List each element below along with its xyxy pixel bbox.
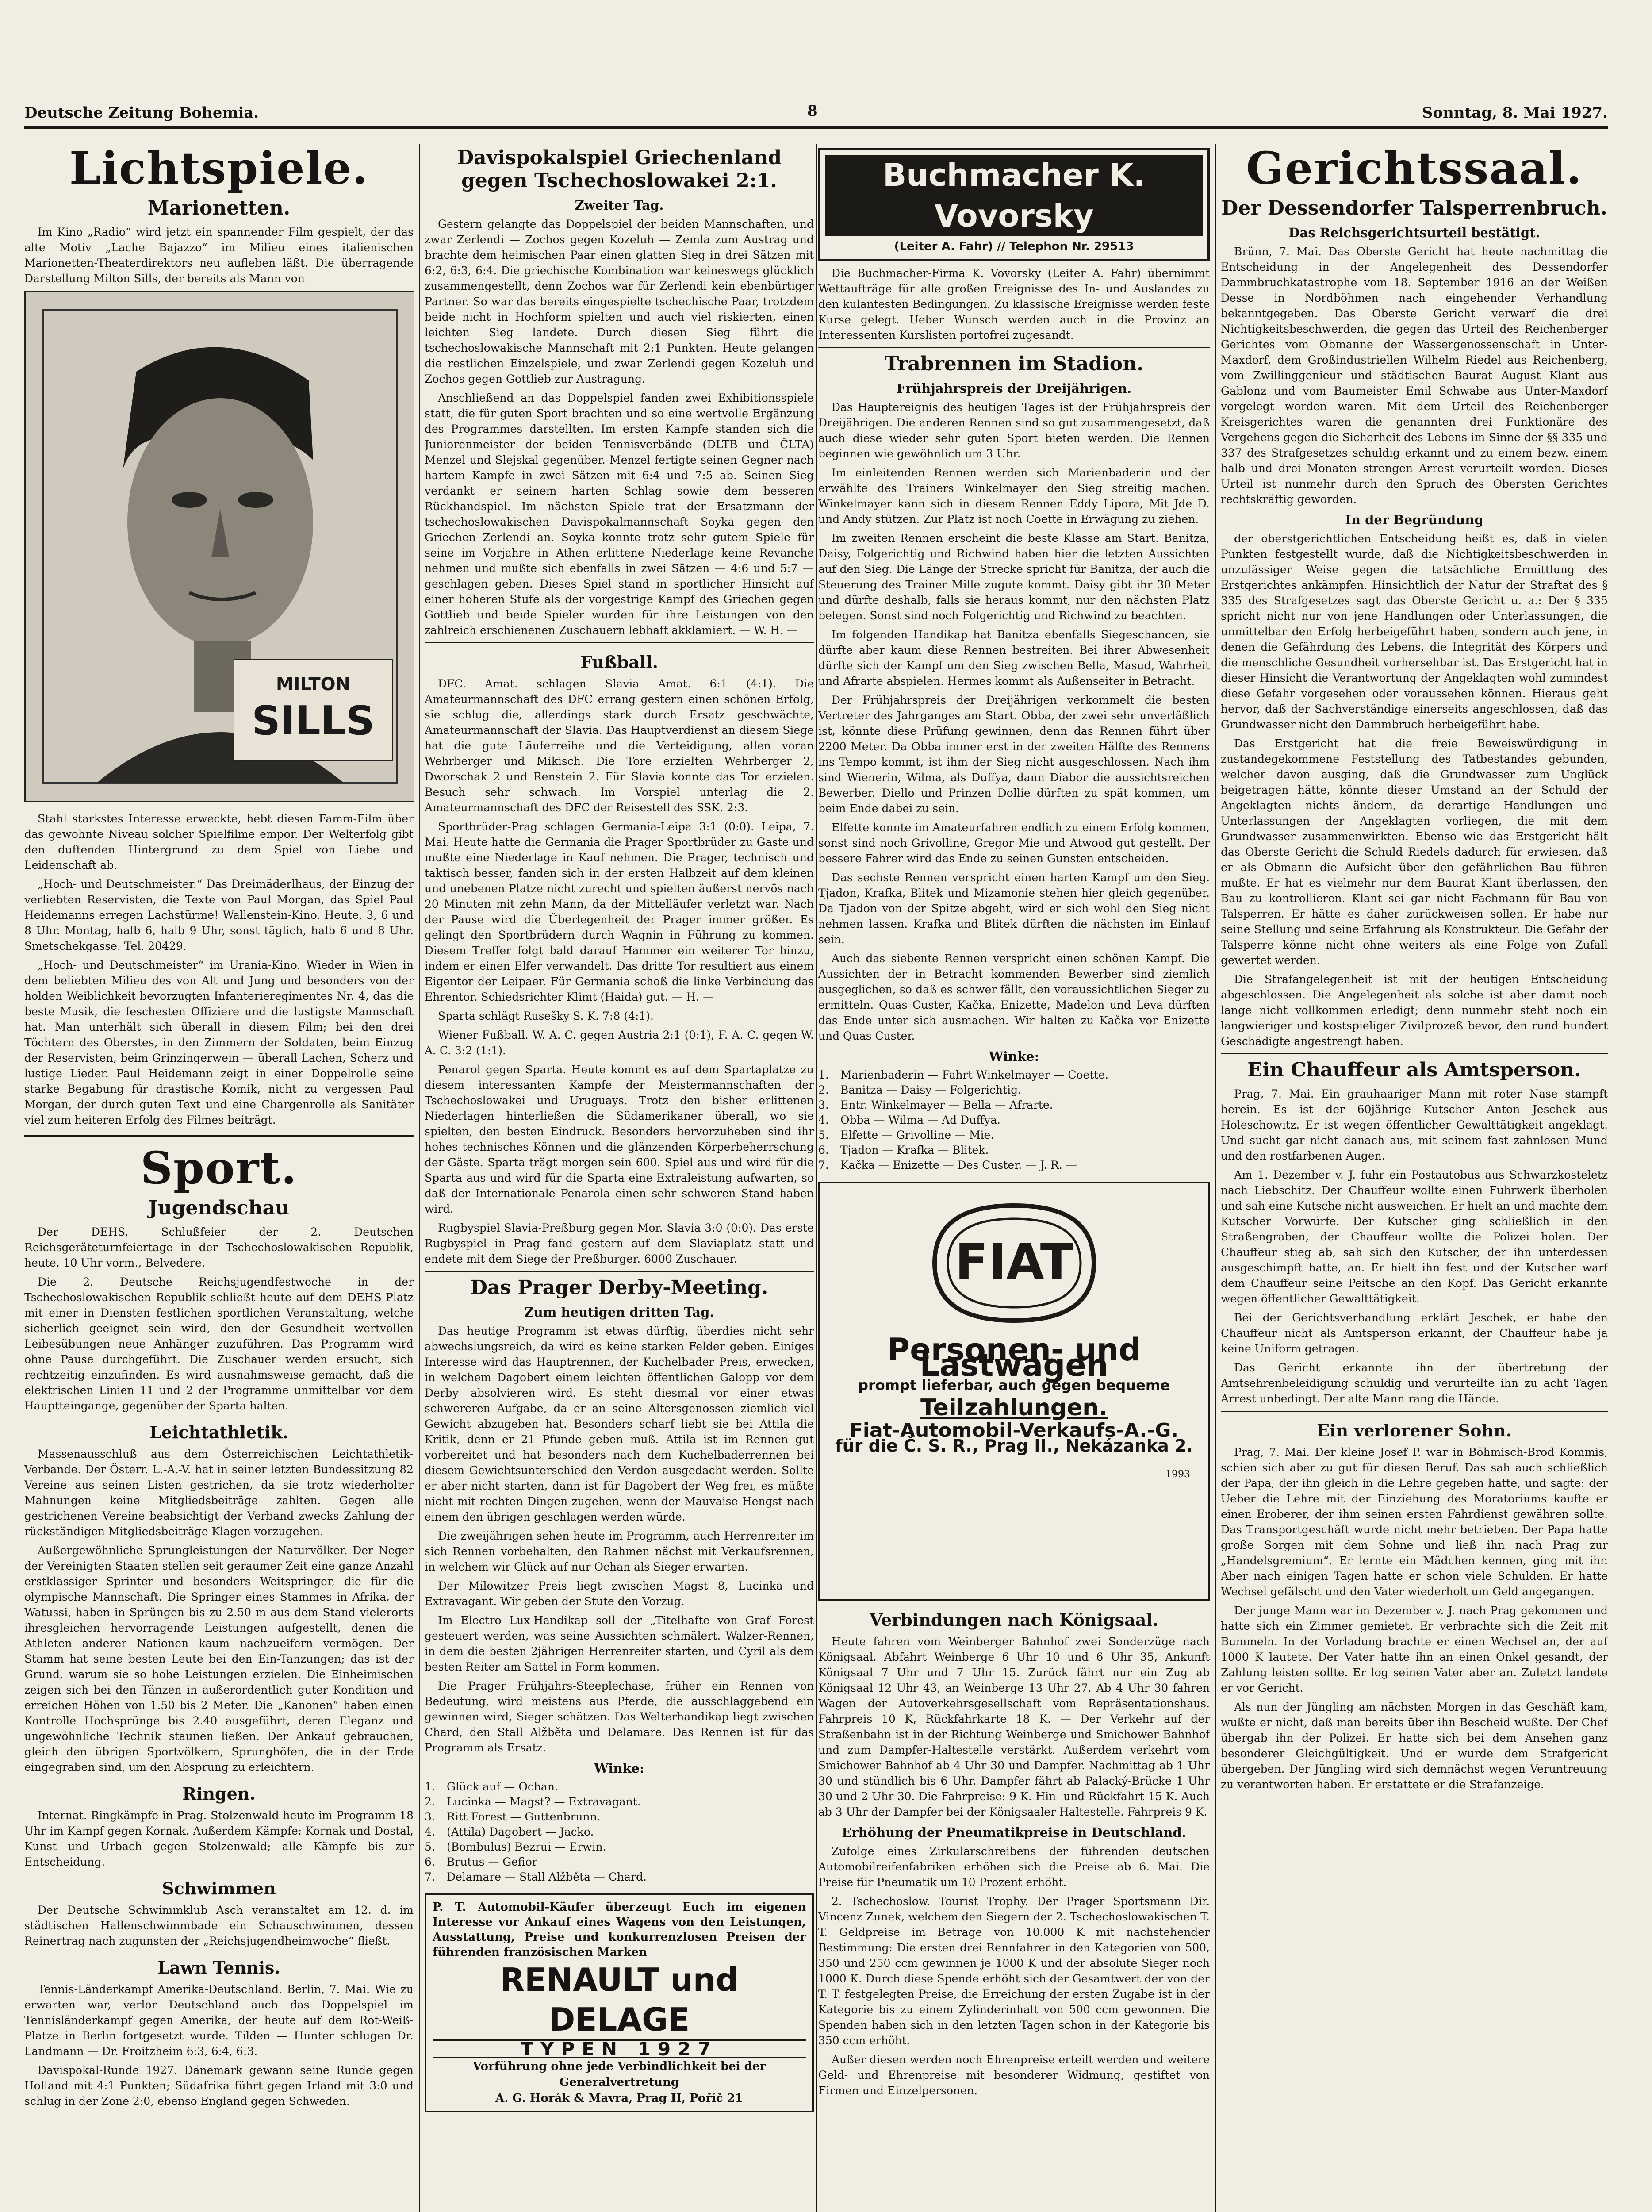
article-text: Das Erstgericht hat die freie Beweiswürdigung in zustandegekommene Feststellung des Tatbestandes gebunden, welcher davon ausging, daß die Grundwasser zum Unglück beigetragen hätte, könnte dieser Umstand an der Schuld der Angeklagten nichts ändern, da derartige Handlungen und Unterlassungen der Angeklagten vorliegen, die mit dem Grundwasser zusammenwirkten. Ebenso wie das Erstgericht hält das Oberste Gericht die Schuld Riedels dadurch für erwiesen, daß er als Obmann die Aufsicht über den gefährlichen Bau führen mußte. Er hat es vielmehr nur dem Baurat Klant überlassen, den Bau zu kontrollieren. Klant sei gar nicht Fachmann für Bau von Talsperren. Er hätte es daher zurückweisen sollen. Er habe nur seine Stellung und seine Erfahrung als Konstrukteur. Die Gefahr der Talsperre könne nicht ohne weiters als eine Folge von Zufall gewertet werden. — [1221, 737, 1608, 967]
article-text: Der Milowitzer Preis liegt zwischen Magst 8, Lucinka und Extravagant. Wir geben der Stute den Vorzug. — [425, 1579, 814, 1608]
ad-intro-text: P. T. Automobil-Käufer überzeugt Euch im eigenen Interesse vor Ankauf eines Wagens von den Leistungen, Ausstattung, Preise und konkurrenzlosen Preisen der führenden französischen Marken — [433, 1901, 806, 1959]
article-text: Als nun der Jüngling am nächsten Morgen in das Geschäft kam, wußte er nicht, daß man bereits über ihn Bescheid wußte. Der Chef übergab ihn der Polizei. Er hatte sich bei dem Ansehen ganz besonderer Gleichgültigkeit. Und er wurde dem Strafgericht übergeben. Der Jüngling wird sich demnächst wegen Veruntreuung zu verantworten haben. Er erstattete er die Strafanzeige. — [1221, 1701, 1608, 1791]
ad-address: A. G. Horák & Mavra, Prag II, Poříč 21 — [495, 2092, 743, 2105]
section-title-sport: Sport. — [140, 1142, 298, 1194]
column-2 — [425, 144, 814, 2212]
article-title-pneumatik: Erhöhung der Pneumatikpreise in Deutschland. — [842, 1825, 1186, 1840]
article-text: Tennis-Länderkampf Amerika-Deutschland. Berlin, 7. Mai. Wie zu erwarten war, verlor Deutschland auch das Doppelspiel im Tennisländerkampf gegen Amerika, der heute auf dem Rot-Weiß-Platze in Berlin fortgesetzt wurde. Tilden — Hunter schlugen Dr. Landmann — Dr. Froitzheim 6:3, 6:4, 6:3. — [24, 1983, 414, 2058]
newspaper-name: Deutsche Zeitung Bohemia. — [24, 104, 259, 122]
ad-headline: RENAULT und DELAGE — [500, 1961, 739, 2038]
tips-list — [425, 1779, 814, 1885]
article-title-sohn: Ein verlorener Sohn. — [1317, 1421, 1512, 1440]
section-divider — [24, 1135, 414, 1137]
ad-company: Fiat-Automobil-Verkaufs-A.-G. — [849, 1419, 1179, 1442]
subsection-tennis: Lawn Tennis. — [157, 1958, 280, 1978]
section-divider — [1221, 1411, 1608, 1412]
article-text: Zufolge eines Zirkularschreibens der führenden deutschen Automobilreifenfabriken erhöhen sich die Preise ab 6. Mai. Die Preise für Pneumatik um 10 Prozent erhöht. — [818, 1845, 1210, 1889]
article-text: Die Prager Frühjahrs-Steeplechase, früher ein Rennen von Bedeutung, wird meistens aus Pferde, die ausschlaggebend ein gewinnen wird, Sieger schätzen. Das Welterhandikap liegt zwischen Chard, den Stall Alžběta und Delamare. Das Rennen ist für das Programm als Ersatz. — [425, 1679, 814, 1754]
svg-text:SILLS: SILLS — [252, 698, 375, 744]
article-text: Sparta schlägt Rusešky S. K. 7:8 (4:1). — [438, 1010, 654, 1022]
article-text: Elfette konnte im Amateurfahren endlich zu einem Erfolg kommen, sonst sind noch Grivolline, Gregor Mie und Atwood gut gestellt. Der bessere Fahrer wird das Ende zu seinen Gunsten entscheiden. — [818, 821, 1210, 865]
article-text: „Hoch- und Deutschmeister.“ Das Dreimäderlhaus, der Einzug der verliebten Reservisten, die Texte von Paul Morgan, das Spiel Paul Heidemanns erregen Lachstürme! Wallenstein-Kino. Heute, 3, 6 und 8 Uhr. Montag, halb 6, halb 9 Uhr, sonst täglich, halb 6 und 8 Uhr. Smetschekgasse. Tel. 20429. — [24, 878, 414, 952]
signature-graphic — [234, 659, 393, 761]
subsection-jugendschau: Jugendschau — [148, 1197, 290, 1219]
ad-model-year: TYPEN 1927 — [433, 2039, 806, 2058]
column-rule — [419, 144, 420, 2212]
svg-text:FIAT: FIAT — [954, 1233, 1073, 1290]
article-text: Der DEHS, Schlußfeier der 2. Deutschen Reichsgeräteturnfeiertage in der Tschechoslowakischen Republik, heute, 10 Uhr vorm., Belvedere. — [24, 1225, 414, 1269]
subsection-fussball: Fußball. — [580, 652, 659, 672]
article-text: Auch das siebente Rennen verspricht einen schönen Kampf. Die Aussichten der in Betracht kommenden Bewerber sind ziemlich ausgeglichen, so daß es schwer fällt, den voraussichtlichen Sieger zu ermitteln. Quas Custer, Kačka, Enizette, Madelon und Leva dürften das Ende unter sich ausmachen. Wir halten zu Kačka vor Enizette und Quas Custer. — [818, 952, 1210, 1042]
article-text: Im folgenden Handikap hat Banitza ebenfalls Siegeschancen, sie dürfte aber kaum diese Rennen bestreiten. Bei ihrer Abwesenheit dürfte sich der Kampf um den Sieg zwischen Bella, Masud, Wahrheit und Afrarte abspielen. Hermes kommt als Außenseiter in Betracht. — [818, 628, 1210, 687]
bookmaker-advertisement — [818, 148, 1210, 261]
article-text: Die zweijährigen sehen heute im Programm, auch Herrenreiter im sich Rennen vorbehalten, den Rahmen nächst mit Verkaufsrennen, in welchem wir Glück auf nur Ochan als Sieger erwarten. — [425, 1529, 814, 1573]
article-subtitle: Zweiter Tag. — [575, 198, 664, 213]
page-header — [24, 100, 1608, 129]
article-title-talsperrenbruch: Der Dessendorfer Talsperrenbruch. — [1221, 197, 1607, 219]
article-title-trabrennen: Trabrennen im Stadion. — [884, 353, 1144, 375]
article-text: Massenausschluß aus dem Österreichischen Leichtathletik-Verbande. Der Österr. L.-A.-V. hat in seiner letzten Bundessitzung 82 Vereine aus seinen Listen gestrichen, da sie trotz wiederholter Mahnungen keine Mitgliedsbeiträge zahlten. Gegen alle gestrichenen Vereine beabsichtigt der Verband zwecks Zahlung der rückständigen Mitgliedsbeiträge Klagen vorzugehen. — [24, 1448, 414, 1538]
section-divider — [425, 642, 814, 643]
newspaper-page — [24, 100, 1608, 2212]
article-text: Die 2. Deutsche Reichsjugendfestwoche in der Tschechoslowakischen Republik schließt heute auf dem DEHS-Platz mit einer in Diensten festlichen sportlichen Veranstaltung, welche sicherlich geeignet sein wird, den der Gesundheit wertvollen Leibesübungen neue Anhänger zuzuführen. Das Programm wird ohne Pause durchgeführt. Die Zuschauer werden ersucht, sich rechtzeitig einzufinden. Es wird ausnahmsweise gemacht, daß die elektrischen Linien 11 und 2 der Programme unmittelbar vor dem Hauptteingange, gegenüber der Sparta halten. — [24, 1275, 414, 1412]
article-text: Anschließend an das Doppelspiel fanden zwei Exhibitionsspiele statt, die für guten Sport brachten und so eine wertvolle Ergänzung des Programmes darstellten. Im ersten Kampfe standen sich die Juniorenmeister der beiden Tennisverbände (DLTB und ČLTA) Menzel und Slejskal gegenüber. Menzel fertigte seinen Gegner nach hartem Kampfe in zwei Sätzen mit 6:4 und 7:5 ab. Seinen Sieg verdankt er seinem harten Schlag sowie dem besseren Rückhandspiel. Im nächsten Spiele trat der Ersatzmann der tschechoslowakischen Davispokalmannschaft Soyka gegen den Griechen Zerlendi an. Soyka konnte trotz sehr gutem Spiele für seine im Vorjahre in Athen erlittene Niederlage keine Revanche nehmen und mußte sich ebenfalls in zwei Sätzen — 4:6 und 5:7 — geschlagen geben. Dieses Spiel stand in sportlicher Hinsicht auf einer höheren Stufe als der vorgestrige Kampf des Griechen gegen Gottlieb und beide Spieler wurden für ihre Leistungen von den zahlreich erschienenen Zuschauern lebhaft akklamiert. — W. H. — — [425, 392, 814, 637]
article-title-chauffeur: Ein Chauffeur als Amtsperson. — [1247, 1059, 1581, 1081]
fiat-logo-icon — [921, 1197, 1107, 1329]
column-3 — [818, 144, 1210, 2212]
article-text: Sportbrüder-Prag schlagen Germania-Leipa 3:1 (0:0). Leipa, 7. Mai. Heute hatte die Germania die Prager Sportbrüder zu Gaste und mußte eine Niederlage in Kauf nehmen. Die Prager, technisch und taktisch besser, fanden sich in der ersten Halbzeit auf dem kleinen und unebenen Platze nicht zurecht und spielten äußerst nervös nach 20 Minuten mit zehn Mann, da der Mittelläufer verletzt war. Nach der Pause wird die Überlegenheit der Prager immer größer. Es gelingt den Sportbrüdern durch Wagnin in Führung zu kommen. Diesem Treffer folgt bald darauf Hammer ein weiterer Tor hinzu, indem er einen Elfer verwandelt. Das dritte Tor resultiert aus einem Eigentor der Leipaer. Für Germania schoß die linke Verbindung das Ehrentor. Schiedsrichter Klimt (Haida) gut. — H. — — [425, 820, 814, 1003]
article-text: Das Hauptereignis des heutigen Tages ist der Frühjahrspreis der Dreijährigen. Die anderen Rennen sind so gut zusammengesetzt, daß auch diese wieder sehr guten Sport bieten werden. Die Rennen beginnen wie gewöhnlich um 3 Uhr. — [818, 401, 1210, 460]
ad-headline: Personen- und Lastwagen — [887, 1332, 1141, 1383]
ad-address: für die Č. S. R., Prag II., Nekázanka 2. — [835, 1436, 1193, 1455]
article-text: Das sechste Rennen verspricht einen harten Kampf um den Sieg. Tjadon, Krafka, Blitek und Mizamonie stehen hier gleich gegenüber. Da Tjadon von der Spitze abgeht, wird er sich wohl den Sieg nicht nehmen lassen. Krafka und Blitek dürften die nächsten im Einlauf sein. — [818, 871, 1210, 946]
article-subtitle: Das Reichsgerichtsurteil bestätigt. — [1288, 225, 1540, 240]
section-title-lichtspiele: Lichtspiele. — [69, 144, 369, 194]
article-text: Im zweiten Rennen erscheint die beste Klasse am Start. Banitza, Daisy, Folgerichtig und Richwind haben hier die letzten Aussichten auf den Sieg. Die Länge der Strecke spricht für Banitza, der auch die Steuerung des Trainer Mille zugute kommt. Daisy gibt ihr 30 Meter und dürfte deshalb, falls sie heraus kommt, nur den nächsten Platz belegen. Sonst sind noch Folgerichtig und Richwind zu beachten. — [818, 532, 1210, 622]
milton-sills-signature — [234, 659, 393, 761]
article-text: Der Frühjahrspreis der Dreijährigen verkommelt die besten Vertreter des Jahrganges am Start. Obba, der zwei sehr unverläßlich ist, könnte diese Prüfung gewinnen, denn das Rennen führt über 2200 Meter. Da Obba immer erst in der zweiten Hälfte des Rennens ins Tempo kommt, ist ihm der Sieg nicht ausgeschlossen. Nach ihm sind Wienerin, Wilma, als Duffya, dann Diabor die aussichtsreichen Bewerber. Diello und Prinzen Dollie dürften zu spät kommen, um beim Ende dabei zu sein. — [818, 694, 1210, 815]
article-subtitle: Zum heutigen dritten Tag. — [524, 1305, 714, 1320]
ad-headline: Buchmacher K. Vovorsky — [825, 155, 1203, 236]
article-title-davispokal: Davispokalspiel Griechenland gegen Tschechoslowakei 2:1. — [456, 146, 782, 192]
list-item: 2. Lucinka — Magst? — Extravagant. — [425, 1795, 641, 1808]
article-text: Der junge Mann war im Dezember v. J. nach Prag gekommen und hatte sich ein Zimmer gemietet. Er verbrachte sich die Zeit mit Bummeln. In der Vorladung brachte er einen Wechsel an, der auf 1000 K lautete. Der Vater hatte ihn an einen Onkel gesandt, der Zahlung leisten sollte. Er log seinen Vater aber an. Zuletzt landete er vor Gericht. — [1221, 1604, 1608, 1694]
section-divider — [1221, 1053, 1608, 1054]
ad-number: 1993 — [1165, 1469, 1190, 1480]
tips-list — [818, 1068, 1210, 1173]
article-text: Bei der Gerichtsverhandlung erklärt Jeschek, er habe den Chauffeur nicht als Amtsperson erkannt, der Chauffeur habe ja keine Uniform getragen. — [1221, 1311, 1608, 1355]
article-text: Das heutige Programm ist etwas dürftig, überdies nicht sehr abwechslungsreich, da wird es keine starken Felder geben. Einiges Interesse wird das Hauptrennen, der Kuchelbader Preis, erwecken, in welchem Dagobert einem leichten öffentlichen Galopp vor dem Derby absolvieren wird. Es steht diesmal vor einer etwas schwereren Aufgabe, da er an seine Altersgenossen ziemlich viel Gewicht abzugeben hat. Besonders scharf liebt sie bei Attila die Kritik, denn er 21 Pfunde geben muß. Attila ist im Rennen gut vorbereitet und hat besonders nach dem Kuchelbaderrennen bei diesem Gewichtsunterschied den Verdon ausgedacht werden. Sollte er aber nicht starten, dann ist für Dagobert der Weg frei, es müßte nicht mit rechten Dingen zugehen, wenn der Mauvaise Hengst nach einem den übrigen geschlagen werden würde. — [425, 1325, 814, 1523]
column-rule — [816, 144, 817, 2212]
article-text: Im Kino „Radio“ wird jetzt ein spannender Film gespielt, der das alte Motiv „Lache Bajazzo“ im Milieu eines italienischen Marionetten-Theaterdirektors neu aufleben läßt. Die überragende Darstellung Milton Sills, der bereits als Mann von — [24, 226, 414, 285]
subsection-leichtathletik: Leichtathletik. — [149, 1422, 288, 1442]
list-item: 5. (Bombulus) Bezrui — Erwin. — [425, 1840, 606, 1853]
article-text: Die Buchmacher-Firma K. Vovorsky (Leiter A. Fahr) übernimmt Wettaufträge für alle großen Ereignisse des In- und Auslandes zu den kulantesten Bedingungen. Zu klassische Ereignisse werden feste Kurse gelegt. Ueber Wunsch werden auch in die Provinz an Interessenten Kurslisten portofrei zugesandt. — [818, 267, 1210, 342]
article-text: Das Gericht erkannte ihn der übertretung der Amtsehrenbeleidigung schuldig und verurteilte ihn zu acht Tagen Arrest unbedingt. Der alte Mann rang die Hände. — [1221, 1361, 1608, 1405]
article-text: Gestern gelangte das Doppelspiel der beiden Mannschaften, und zwar Zerlendi — Zochos gegen Kozeluh — Zemla zum Austrag und brachte dem heimischen Paar einen glatten Sieg in drei Sätzen mit 6:2, 6:3, 6:4. Die griechische Kombination war keineswegs glücklich zusammengestellt, denn Zochos war für Zerlendi kein ebenbürtiger Partner. So war das bereits eingespielte tschechische Paar, trotzdem beide nicht in Hochform spielten und auch viel riskierten, einen leichten Sieg landete. Durch diesen Sieg führt die tschechoslowakische Mannschaft mit 2:1 Punkten. Heute gelangen die restlichen Einzelspiele, und zwar Zerlendi gegen Kozeluh und Zochos gegen Gottlieb zur Austragung. — [425, 218, 814, 385]
article-text: Heute fahren vom Weinberger Bahnhof zwei Sonderzüge nach Königsaal. Abfahrt Weinberge 6 Uhr 10 und 6 Uhr 35, Ankunft Königsaal 7 Uhr und 7 Uhr 15. Zurück fährt nur ein Zug ab Königsaal 12 Uhr 43, an Weinberge 13 Uhr 27. Ab 4 Uhr 30 fahren Wagen der Autoverkehrsgesellschaft vom Repräsentationshaus. Fahrpreis 10 K, Rückfahrkarte 18 K. — Der Verkehr auf der Straßenbahn ist in der Richtung Weinberge und Smichower Bahnhof und zum Dampfer-Haltestelle verstärkt. Außerdem verkehrt vom Smichower Bahnhof ab 4 Uhr 30 und Dampfer. Nachmittag ab 1 Uhr 30 und stündlich bis 6 Uhr. Dampfer fährt ab Palacký-Brücke 1 Uhr 30 und 2 Uhr 30. Die Fahrpreise: 9 K. Hin- und Rückfahrt 15 K. Auch ab 3 Uhr der Dampfer bei der Königsaaler Haltestelle. Fahrpreis 9 K. — [818, 1635, 1210, 1818]
list-item: 4. Obba — Wilma — Ad Duffya. — [818, 1114, 1000, 1126]
list-item: 4. (Attila) Dagobert — Jacko. — [425, 1825, 594, 1838]
column-1 — [24, 144, 414, 2212]
list-item: 7. Delamare — Stall Alžběta — Chard. — [425, 1870, 647, 1883]
subsection-schwimmen: Schwimmen — [162, 1878, 276, 1898]
article-text: Wiener Fußball. W. A. C. gegen Austria 2:1 (0:1), F. A. C. gegen W. A. C. 3:2 (1:1). — [425, 1029, 814, 1057]
ad-footer: Vorführung ohne jede Verbindlichkeit bei der Generalvertretung — [472, 2060, 766, 2089]
list-item: 6. Tjadon — Krafka — Blitek. — [818, 1144, 989, 1156]
article-subheading: In der Begründung — [1345, 512, 1483, 527]
article-text: Prag, 7. Mai. Ein grauhaariger Mann mit roter Nase stampft herein. Es ist der 60jährige Kutscher Anton Jeschek aus Holeschowitz. Er ist wegen öffentlicher Gewalttätigkeit angeklagt. Und sucht gar nicht danach aus, mit seinem fast zahnlosen Mund und den rostfarbenen Augen. — [1221, 1087, 1608, 1162]
article-title-koenigsaal: Verbindungen nach Königsaal. — [870, 1610, 1158, 1630]
list-item: 6. Brutus — Gefior — [425, 1855, 537, 1868]
list-item: 3. Entr. Winkelmayer — Bella — Afrarte. — [818, 1098, 1053, 1111]
column-4 — [1221, 144, 1608, 2212]
article-text: Penarol gegen Sparta. Heute kommt es auf dem Spartaplatze zu diesem interessanten Kampfe der Meistermannschaften der Tschechoslowakei und Uruguays. Trotz den bisher erlittenen Niederlagen hinterließen die Südamerikaner überall, wo sie spielten, den besten Eindruck. Besonders hervorzuheben sind ihr hohes technisches Können und die glänzenden Körperbeherrschung der Gäste. Sparta trägt morgen sein 600. Spiel aus und wird für die Sparta aus und wird für die Sparta eine Extraleistung aufwarten, so daß der Internationale Penarola einen sehr schweren Stand haben wird. — [425, 1063, 814, 1215]
article-subtitle: Frühjahrspreis der Dreijährigen. — [896, 381, 1132, 396]
article-text: Prag, 7. Mai. Der kleine Josef P. war in Böhmisch-Brod Kommis, schien sich aber zu gut für diesen Beruf. Das sah auch schließlich der Papa, der ihn gleich in die Lehre gegeben hatte, und sagte: der Ueber die Lehre mit der Einziehung des Moratoriums kaufte er einen Eroberer, der ihm seinen ersten Fahrdienst gewähren sollte. Das Transportgeschäft wurde nicht mehr betrieben. Der Papa hatte große Sorgen mit dem Sohne und ließ ihn nach Prag zur „Handelsgremium“. Er lernte ein Mädchen kennen, ging mit ihr. Aber nach einigen Tagen hatte er schon viele Schulden. Er hatte Wechsel gefälscht und den Vater wiederholt um Geld angegangen. — [1221, 1446, 1608, 1598]
article-text: 2. Tschechoslow. Tourist Trophy. Der Prager Sportsmann Dir. Vincenz Zunek, welchem den Siegern der 2. Tschechoslowakischen T. T. Geldpreise im Betrage von 10.000 K mit nachstehender Bestimmung: Die ersten drei Rennfahrer in den Kategorien von 500, 350 und 250 ccm gewinnen je 1000 K und der absolute Sieger noch 1000 K. Durch diese Spende erhöht sich der Gesamtwert der von der T. T. festgelegten Preise, die Erreichung der ersten Zugabe ist in der Kategorie bis zu einem Zylinderinhalt von 500 ccm gewonnen. Die Spenden haben sich in den letzten Tagen schon in der Kategorie bis 350 ccm erhöht. — [818, 1895, 1210, 2047]
article-text: Internat. Ringkämpfe in Prag. Stolzenwald heute im Programm 18 Uhr im Kampf gegen Kornak. Außerdem Kämpfe: Kornak und Dostal, Kunst und Urbach gegen Stolzenwald; alle Kämpfe bis zur Entscheidung. — [24, 1809, 414, 1868]
article-text: Am 1. Dezember v. J. fuhr ein Postautobus aus Schwarzkosteletz nach Liebschitz. Der Chauffeur wollte einen Fuhrwerk überholen und sah eine Kutsche nicht ausweichen. Er hielt an und machte dem Kutscher Vorwürfe. Der Kutscher ging schließlich in den Straßengraben, der Chauffeur wollte die Polizei holen. Der Chauffeur stieg ab, sah sich den Kutscher, der ihn unterdessen ausgeschimpft hatte, an. Er hielt ihn fest und der Kutscher warf dem Chauffeur seine Peitsche an den Kopf. Das Gericht erkannte wegen öffentlicher Gewalttätigkeit. — [1221, 1168, 1608, 1305]
article-text: Im einleitenden Rennen werden sich Marienbaderin und der erwählte des Trainers Winkelmayer den Sieg streitig machen. Winkelmayer kann sich in diesem Rennen Eddy Lipora, Mit Jde D. und Andy stützen. Zur Platz ist noch Coette in Erwägung zu ziehen. — [818, 466, 1210, 526]
ad-text: prompt lieferbar, auch gegen bequeme — [858, 1377, 1170, 1394]
ad-contact: (Leiter A. Fahr) // Telephon Nr. 29513 — [894, 240, 1134, 253]
article-text: Rugbyspiel Slavia-Preßburg gegen Mor. Slavia 3:0 (0:0). Das erste Rugbyspiel in Prag fand gestern auf dem Slaviaplatz statt und endete mit dem Siege der Preßburger. 6000 Zuschauer. — [425, 1221, 814, 1265]
article-text: DFC. Amat. schlagen Slavia Amat. 6:1 (4:1). Die Amateurmannschaft des DFC errang gestern einen schönen Erfolg, sie schlug die, allerdings stark durch Ersatz geschwächte, Amateurmannschaft der Slavia. Das Hauptverdienst an diesem Siege hat die gute Läuferreihe und die Verteidigung, allen voran Wehrberger und Mikisch. Die Tore erzielten Wehrberger 2, Dworschak 2 und Renstein 2. Für Slavia konnte das Tor erzielen. Besuch sehr schwach. Im Vorspiel unterlag die 2. Amateurmannschaft des DFC der Reisestell des SSK. 2:3. — [425, 677, 814, 814]
section-title-gerichtssaal: Gerichtssaal. — [1246, 144, 1583, 194]
article-text: der oberstgerichtlichen Entscheidung heißt es, daß in vielen Punkten festgestellt wurde, daß die Nichtigkeitsbeschwerden in unzulässiger Weise gegen die tatsächliche Ermittlung des Erstgerichtes ankämpfen. Hinsichtlich der Natur der Straftat des § 335 des Strafgesetzes sagt das Oberste Gericht u. a.: Der § 335 spricht nicht nur von jene Handlungen oder Unterlassungen, die unmittelbar den Erfolg herbeigeführt haben, sondern auch jene, in denen die Gefährdung des Lebens, die Integrität des Körpers und die menschliche Gesundheit vorhersehbar ist. Das Erstgericht hat in dieser Hinsicht die Verantwortung der Angeklagten wohl zumindest diese Gefahr vorgesehen oder voraussehen können. Hieraus geht hervor, daß der Sachverständige einerseits angeschlossen, daß das Grundwasser nicht den Dammbruch herbeigeführt habe. — [1221, 532, 1608, 731]
article-text: Brünn, 7. Mai. Das Oberste Gericht hat heute nachmittag die Entscheidung in der Angelegenheit des Dessendorfer Dammbruchkatastrophe vom 18. September 1916 an der Weißen Desse in Nordböhmen nach eingehender Verhandlung bekanntgegeben. Das Oberste Gericht verwarf die drei Nichtigkeitsbeschwerden, die gegen das Urteil des Reichenberger Gerichtes vom Obmanne der Wassergenossenschaft in Unter-Maxdorf, dem Großindustriellen Wilhelm Riedel aus Reichenberg, vom Zwillinggenieur und städtischen Baurat August Klant aus Gablonz und vom Baumeister Emil Schwabe aus Unter-Maxdorf vorgelegt worden waren. Mit dem Urteil des Reichenberger Kreisgerichtes waren die genannten drei Funktionäre des Vergehens gegen die Sicherheit des Lebens im Sinne der §§ 335 und 337 des Strafgesetzes schuldig erkannt und zu einem bezw. einem halb und drei Monaten strengen Arrest verurteilt worden. Dieses Urteil ist nunmehr durch den Spruch des Obersten Gerichtes rechtskräftig geworden. — [1221, 245, 1608, 506]
list-item: 5. Elfette — Grivolline — Mie. — [818, 1129, 994, 1141]
renault-delage-advertisement — [425, 1893, 814, 2112]
list-item: 1. Marienbaderin — Fahrt Winkelmayer — Coette. — [818, 1068, 1109, 1081]
ad-emphasis: Teilzahlungen. — [920, 1394, 1108, 1421]
article-text: Stahl starkstes Interesse erweckte, hebt diesen Famm-Film über das gewohnte Niveau solcher Spielfilme empor. Der Welterfolg gibt den duftenden Hintergrund zu dem Spiel von Liebe und Leidenschaft ab. — [24, 812, 414, 872]
column-rule — [1215, 144, 1216, 2212]
fiat-advertisement — [818, 1182, 1210, 1601]
page-number: 8 — [807, 102, 818, 120]
article-text: Der Deutsche Schwimmklub Asch veranstaltet am 12. d. im städtischen Hallenschwimmbade ein Schauschwimmen, dessen Reinertrag nach zugunsten der „Reichsjugendheimwoche“ fließt. — [24, 1904, 414, 1947]
subsection-ringen: Ringen. — [182, 1784, 256, 1804]
article-text: Im Electro Lux-Handikap soll der „Titelhafte von Graf Forest gesteuert werden, was seine Aussichten schmälert. Walzer-Rennen, in dem die besten 2jährigen Herrenreiter starten, und Cyril als dem besten Reiter am Sattel in Form kommen. — [425, 1614, 814, 1673]
article-text: Außergewöhnliche Sprungleistungen der Naturvölker. Der Neger der Vereinigten Staaten stellen seit geraumer Zeit eine ganze Anzahl erstklassiger Sprinter und besonders Weitspringer, die für die olympische Mannschaft. Die Springer eines Stammes in Afrika, der Watussi, haben in Sprüngen bis zu 2.50 m aus dem Stand vielerorts ihresgleichen hervorragende Leistungen aufgestellt, denen die Athleten anderer Nationen kaum nachzueifern vermögen. Der Stamm hat seine besten Leute bei den Ein-Tanzungen; das ist der Grund, warum sie so hohe Leistungen erzielen. Die Einheimischen zeigen sich bei den Tänzen in außerordentlich guter Kondition und erreichen Höhen von 1.50 bis 2 Meter. Die „Kanonen“ haben einen Kontrolle Hochsprünge bis 2.40 ausgeführt, deren Eleganz und ungewöhnliche Technik staunen ließen. Der Ankauf gebrauchen, gleich den übrigen Sportvölkern, Sprunghöfen, die in der Erde eingegraben sind, um den Absprung zu erleichtern. — [24, 1544, 414, 1774]
tips-title: Winke: — [989, 1049, 1039, 1064]
article-text: Die Strafangelegenheit ist mit der heutigen Entscheidung abgeschlossen. Die Angelegenheit als solche ist aber damit noch lange nicht vollkommen erledigt; denn nunmehr steht noch ein langwieriger und kostspieliger Zivilprozeß bevor, den rund hundert Geschädigte angestrengt haben. — [1221, 973, 1608, 1048]
article-title-derby: Das Prager Derby-Meeting. — [470, 1276, 768, 1299]
tips-title: Winke: — [594, 1761, 644, 1776]
section-divider — [818, 347, 1210, 348]
list-item: 3. Ritt Forest — Guttenbrunn. — [425, 1810, 601, 1823]
article-text: Davispokal-Runde 1927. Dänemark gewann seine Runde gegen Holland mit 4:1 Punkten; Südafrika führt gegen Irland mit 3:0 und schlug in der Zone 2:0, ebenso England gegen Schweden. — [24, 2064, 414, 2108]
list-item: 1. Glück auf — Ochan. — [425, 1780, 558, 1793]
article-text: Außer diesen werden noch Ehrenpreise erteilt werden und weitere Geld- und Ehrenpreise mit besonderer Widmung, gestiftet von Firmen und Einzelpersonen. — [818, 2053, 1210, 2097]
article-title-marionetten: Marionetten. — [147, 197, 291, 219]
list-item: 7. Kačka — Enizette — Des Custer. — J. R. — — [818, 1159, 1077, 1171]
svg-text:MILTON: MILTON — [276, 674, 351, 695]
issue-date: Sonntag, 8. Mai 1927. — [1422, 104, 1608, 122]
article-text: „Hoch- und Deutschmeister“ im Urania-Kino. Wieder in Wien in dem beliebten Milieu des von Alt und Jung und besonders von der holden Weiblichkeit bevorzugten Infanterieregimentes Nr. 4, das die beste Musik, die feschesten Offiziere und die lustigste Mannschaft hat. Man unterhält sich überall in diesem Film; bei den drei Töchtern des Oberstes, in den Zimmern der Soldaten, beim Einzug der Reservisten, beim Grinzingerwein — überall Lachen, Scherz und lustige Lieder. Paul Heidemann zeigt in einer Doppelrolle seine starke Begabung für drastische Komik, nicht zu vergessen Paul Morgan, der durch guten Text und eine Chargenrolle als Sanitäter viel zum heiteren Erfolg des Filmes beiträgt. — [24, 959, 414, 1126]
list-item: 2. Banitza — Daisy — Folgerichtig. — [818, 1083, 1022, 1096]
section-divider — [425, 1271, 814, 1272]
actor-photo — [24, 291, 414, 802]
